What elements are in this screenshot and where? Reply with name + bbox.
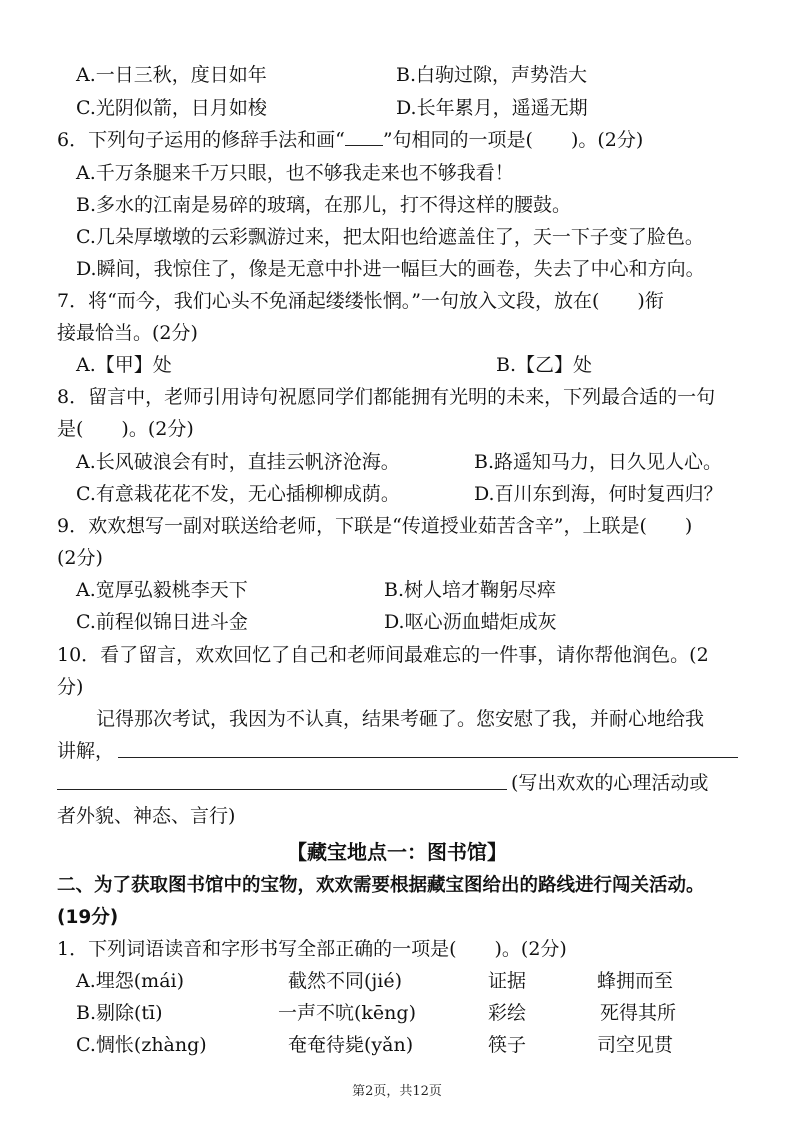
q9-option-c: C.前程似锦日进斗金 (76, 611, 248, 633)
q9-stem-line1: 9．欢欢想写一副对联送给老师，下联是“传道授业茹苦含辛”，上联是( ) (57, 515, 693, 537)
q6-option-b: B.多水的江南是易碎的玻璃，在那儿，打不得这样的腰鼓。 (76, 194, 572, 216)
q8-option-a: A.长风破浪会有时，直挂云帆济沧海。 (76, 451, 400, 473)
q6-underline-mark (345, 127, 383, 146)
q9-option-b: B.树人培才鞠躬尽瘁 (384, 579, 557, 601)
p2q1-row-a-col2: 截然不同(jié) (288, 970, 403, 992)
q6-stem-post: ”句相同的一项是( )。(2分) (382, 129, 644, 151)
part2-heading: 二、为了获取图书馆中的宝物，欢欢需要根据藏宝图给出的路线进行闯关活动。 (57, 875, 705, 896)
q8-stem-line1: 8．留言中，老师引用诗句祝愿同学们都能拥有光明的未来，下列最合适的一句 (57, 386, 716, 408)
q7-stem-line1: 7．将“而今，我们心头不免涌起缕缕怅惘。”一句放入文段，放在( )衔 (57, 290, 664, 312)
q5-option-d: D.长年累月，遥遥无期 (396, 97, 588, 119)
q10-hint-line2: 者外貌、神态、言行) (57, 805, 236, 827)
q5-option-a: A.一日三秋，度日如年 (76, 64, 267, 86)
p2q1-row-b-col1: B.剔除(tī) (76, 1002, 163, 1024)
q8-option-c: C.有意栽花花不发，无心插柳柳成荫。 (76, 483, 400, 505)
p2q1-row-a-col3: 证据 (488, 970, 527, 992)
page-footer: 第2页，共12页 (352, 1084, 442, 1099)
answer-line-1[interactable] (118, 757, 738, 758)
q6-option-c: C.几朵厚墩墩的云彩飘游过来，把太阳也给遮盖住了，天一下子变了脸色。 (76, 226, 704, 248)
q6-option-d: D.瞬间，我惊住了，像是无意中扑进一幅巨大的画卷，失去了中心和方向。 (76, 258, 705, 280)
q10-paragraph-line2: 讲解， (57, 740, 115, 762)
p2q1-row-c-col3: 筷子 (488, 1034, 527, 1056)
q9-option-a: A.宽厚弘毅桃李天下 (76, 579, 248, 601)
p2q1-row-b-col3: 彩绘 (488, 1002, 527, 1024)
q6-stem (57, 127, 643, 153)
q10-hint-line1: (写出欢欢的心理活动或 (511, 772, 709, 794)
q8-option-b: B.路遥知马力，日久见人心。 (474, 451, 723, 473)
q10-paragraph-line1: 记得那次考试，我因为不认真，结果考砸了。您安慰了我，并耐心地给我 (96, 708, 705, 730)
p2q1-row-a-col1: A.埋怨(mái) (76, 970, 185, 992)
answer-line-2[interactable] (57, 789, 507, 790)
q10-stem-line2: 分) (57, 676, 84, 698)
p2q1-row-c-col1: C.惆怅(zhàng) (76, 1034, 207, 1056)
q9-stem-line2: (2分) (57, 547, 103, 569)
q8-stem-line2: 是( )。(2分) (57, 418, 194, 440)
q8-option-d: D.百川东到海，何时复西归？ (474, 483, 723, 505)
q5-option-b: B.白驹过隙，声势浩大 (396, 64, 588, 86)
q6-option-a: A.千万条腿来千万只眼，也不够我走来也不够我看！ (76, 162, 514, 184)
p2q1-row-a-col4: 蜂拥而至 (597, 970, 674, 992)
q7-stem-line2: 接最恰当。(2分) (57, 322, 198, 344)
p2q1-row-c-col2: 奄奄待毙(yǎn) (288, 1034, 414, 1056)
q6-stem-pre: 6．下列句子运用的修辞手法和画“ (57, 129, 345, 151)
q5-option-c: C.光阴似箭，日月如梭 (76, 97, 267, 119)
p2q1-row-c-col4: 司空见贯 (597, 1034, 674, 1056)
section-title: 【藏宝地点一：图书馆】 (287, 840, 507, 864)
p2q1-row-b-col2: 一声不吭(kēng) (278, 1002, 416, 1024)
q7-option-a: A.【甲】处 (76, 354, 172, 376)
q10-stem-line1: 10．看了留言，欢欢回忆了自己和老师间最难忘的一件事，请你帮他润色。(2 (57, 644, 709, 666)
p2q1-stem: 1．下列词语读音和字形书写全部正确的一项是( )。(2分) (57, 938, 567, 960)
part2-score: (19分) (57, 907, 119, 928)
p2q1-row-b-col4: 死得其所 (600, 1002, 677, 1024)
q7-option-b: B.【乙】处 (496, 354, 593, 376)
q9-option-d: D.呕心沥血蜡炬成灰 (384, 611, 557, 633)
